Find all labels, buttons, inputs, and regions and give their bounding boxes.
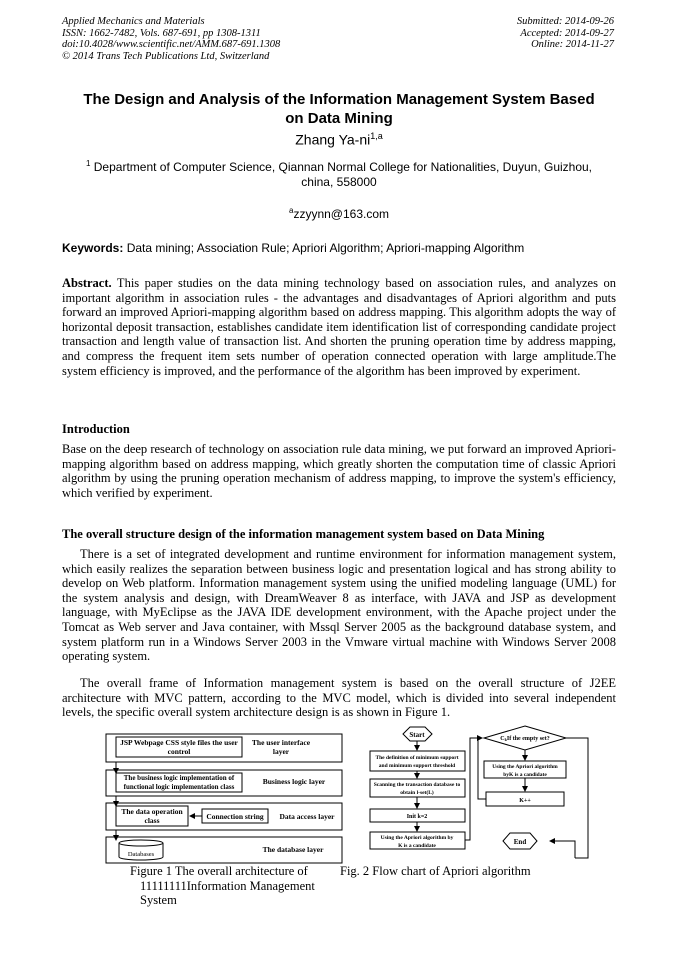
fig1-box3-l2: class <box>144 816 160 825</box>
author-sup: 1,a <box>370 131 383 141</box>
title-line-1: The Design and Analysis of the Information Management System Based <box>83 91 595 108</box>
fig1-box3b: Connection string <box>206 812 264 821</box>
fig1-layer3: Data access layer <box>279 812 335 821</box>
section2-p1: There is a set of integrated development and runtime environment for information management system, which easily realizes the separation between business logic and presentation logical and has strong ability to develop on Web platform. Information management system using the unified modeling language (UML) for the system analysis and design, with DreamWeaver 8 as interface, with JAVA and JSP as development language, with MyEclipse as the JAVA IDE development environment, with the Apache project under the Tomcat as Web server and Java container, with Mssql Server 2005 as the background database system, and system platform run in a Windows Server 2003 in the Vmware virtual machine with Windows Server 2008 operating system. <box>62 547 616 664</box>
doi: doi:10.4028/www.scientific.net/AMM.687-691.1308 <box>62 39 281 50</box>
fig2-step2-l2: obtain l-set(L) <box>400 790 434 796</box>
author-name: Zhang Ya-ni <box>295 131 371 148</box>
fig1-box3-l1: The data operation <box>121 807 183 816</box>
fig1-layer4: The database layer <box>262 845 324 854</box>
fig2-loop-line <box>478 738 486 799</box>
fig2-step1-l1: The definition of minimum support <box>375 755 459 761</box>
fig1-db: Databases <box>127 851 155 858</box>
intro-heading: Introduction <box>62 422 130 436</box>
fig2-yes-line <box>566 738 588 858</box>
figure-2 <box>370 726 588 858</box>
email-sup: a <box>288 206 294 215</box>
figure-1 <box>106 734 342 863</box>
fig1-layer2: Business logic layer <box>262 777 326 786</box>
fig2-arrow-end <box>550 841 575 858</box>
keywords-text: Data mining; Association Rule; Apriori Algorithm; Apriori-mapping Algorithm <box>123 241 525 255</box>
abstract-text: This paper studies on the data mining technology based on association rules, and analyzes on important algorithm in association rules - the advantages and disadvantages of Apriori algorithm and puts forward an improved Apriori-mapping algorithm based on address mapping. This algorithm adopts the way of horizontal deposit transaction, establishes candidate item identification list of corresponding candidate project transaction and length value of transaction list. And shorten the pruning operation time by address mapping, and compress the frequent item sets number of operation connected operation with large amplitude.The system efficiency is improved, and the performance of the algorithm has been improved by experiment. <box>62 276 616 378</box>
fig1-box1-l1: JSP Webpage CSS style files the user <box>120 738 238 747</box>
fig2-step4-l2: K is a candidate <box>398 843 436 849</box>
fig1-box1-l2: control <box>167 747 191 756</box>
fig2-step4-l1: Using the Apriori algorithm by <box>380 835 454 841</box>
figure1-caption-line1: Figure 1 The overall architecture of <box>130 864 308 878</box>
email-address[interactable]: zzyynn@163.com <box>293 207 389 221</box>
fig1-box2-l2: functional logic implementation class <box>123 783 235 791</box>
fig2-right2: K++ <box>519 798 531 804</box>
title-line-2: on Data Mining <box>285 110 393 127</box>
intro-text: Base on the deep research of technology on association rule data mining, we put forward an improved Apriori-mapping algorithm based on address mapping, which greatly shorten the computation time of classic Apriori algorithm by using the pruning operation mechanism of address mapping, to improve the system's efficiency, which verified by experiment. <box>62 442 616 500</box>
online-date: Online: 2014-11-27 <box>531 39 614 50</box>
section2-heading: The overall structure design of the information management system based on Data Mining <box>62 527 545 541</box>
section2-p2: The overall frame of Information management system is based on the overall structure of J2EE architecture with MVC pattern, according to the MVC model, which is divided into several independent levels, the specific overall system architecture design is as shown in Figure 1. <box>62 676 616 720</box>
db-top <box>119 840 163 846</box>
accepted-date: Accepted: 2014-09-27 <box>520 27 614 39</box>
fig2-end: End <box>513 838 527 846</box>
fig2-arrow-feedback <box>465 738 482 840</box>
submitted-date: Submitted: 2014-09-26 <box>516 16 614 27</box>
fig1-box2-l1: The business logic implementation of <box>123 774 235 782</box>
figure1-caption-line2: 11111111Information Management System <box>140 878 315 908</box>
fig2-right1-l2: byK is a candidate <box>503 772 547 778</box>
fig2-step3: Init k=2 <box>406 814 428 820</box>
journal-name: Applied Mechanics and Materials <box>62 16 205 27</box>
fig1-layer1-l1: The user interface <box>251 738 311 747</box>
keywords-label: Keywords: <box>62 241 124 255</box>
fig2-step2-l1: Scanning the transaction database to <box>373 782 461 788</box>
affil-sup: 1 <box>85 159 91 168</box>
affil-text: Department of Computer Science, Qiannan Normal College for Nationalities, Duyun, Guizhou, <box>93 160 593 174</box>
copyright: © 2014 Trans Tech Publications Ltd, Switzerland <box>62 50 270 62</box>
figure1-caption <box>130 864 330 908</box>
fig2-right1-l1: Using the Apriori algorithm <box>492 764 558 770</box>
issn: ISSN: 1662-7482, Vols. 687-691, pp 1308-1311 <box>62 27 261 39</box>
fig2-start: Start <box>409 731 425 739</box>
fig2-step1-l2: and minimum support threshold <box>378 763 456 769</box>
abstract-label: Abstract. <box>62 276 112 290</box>
affil-text-2: china, 558000 <box>301 175 377 189</box>
figure2-caption: Fig. 2 Flow chart of Apriori algorithm <box>340 864 531 878</box>
fig1-layer1-l2: layer <box>272 747 290 756</box>
fig2-decision: CkIf the empty set? <box>500 736 550 742</box>
